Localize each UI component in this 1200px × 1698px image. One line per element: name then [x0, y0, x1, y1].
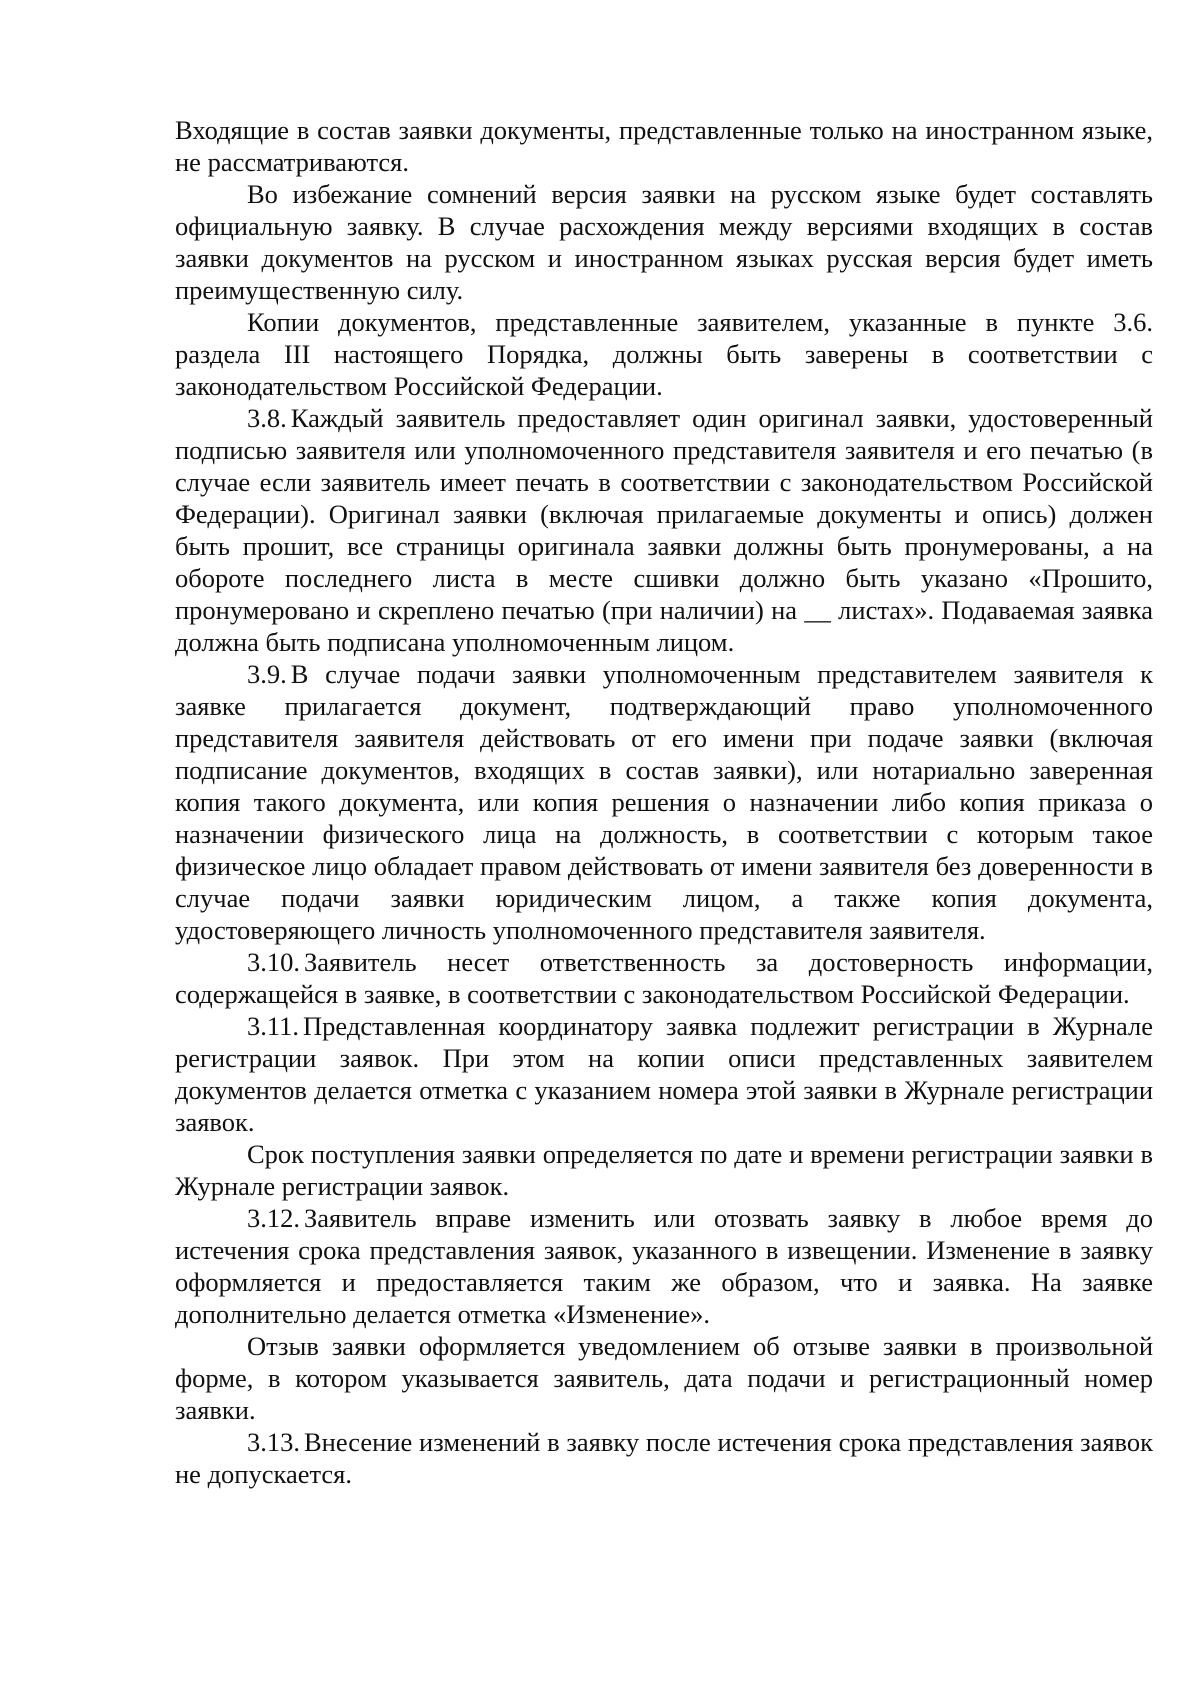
paragraph-text: Срок поступления заявки определяется по дате и времени регистрации заявки в Журнале регистрации заявок. — [175, 1139, 1153, 1201]
paragraph-3-13 — [175, 1426, 1153, 1490]
paragraph-3-11 — [175, 1010, 1153, 1138]
paragraph-foreign-docs — [175, 114, 1153, 178]
paragraph-text: Заявитель вправе изменить или отозвать заявку в любое время до истечения срока представления заявок, указанного в извещении. Изменение в заявку оформляется и предоставляется таким же образом, что и заявка. На заявке дополнительно делается отметка «Изменение». — [175, 1203, 1153, 1329]
paragraph-russian-version — [175, 178, 1153, 306]
paragraph-text: В случае подачи заявки уполномоченным представителем заявителя к заявке прилагается документ, подтверждающий право уполномоченного представителя заявителя действовать от его имени при подаче заявки (включая подписание документов, входящих в состав заявки), или нотариально заверенная копия такого документа, или копия решения о назначении либо копия приказа о назначении физического лица на должность, в соответствии с которым такое физическое лицо обладает правом действовать от имени заявителя без доверенности в случае подачи заявки юридическим лицом, а также копия документа, удостоверяющего личность уполномоченного представителя заявителя. — [175, 659, 1153, 945]
paragraph-text: Входящие в состав заявки документы, представленные только на иностранном языке, не рассматриваются. — [175, 115, 1153, 177]
paragraph-text: Представленная координатору заявка подлежит регистрации в Журнале регистрации заявок. При этом на копии описи представленных заявителем документов делается отметка с указанием номера этой заявки в Журнале регистрации заявок. — [175, 1011, 1153, 1137]
clause-number: 3.12. — [247, 1203, 300, 1233]
paragraph-3-9 — [175, 658, 1153, 946]
clause-number: 3.10. — [247, 947, 300, 977]
paragraph-withdrawal — [175, 1330, 1153, 1426]
paragraph-copies — [175, 306, 1153, 402]
paragraph-3-10 — [175, 946, 1153, 1010]
clause-number: 3.8. — [247, 403, 287, 433]
paragraph-text: Отзыв заявки оформляется уведомлением об отзыве заявки в произвольной форме, в котором указывается заявитель, дата подачи и регистрационный номер заявки. — [175, 1331, 1153, 1425]
paragraph-text: Во избежание сомнений версия заявки на русском языке будет составлять официальную заявку. В случае расхождения между версиями входящих в состав заявки документов на русском и иностранном языках русская версия будет иметь преимущественную силу. — [175, 179, 1153, 305]
paragraph-3-8 — [175, 402, 1153, 658]
document-page — [175, 114, 1153, 1490]
paragraph-3-12 — [175, 1202, 1153, 1330]
paragraph-deadline — [175, 1138, 1153, 1202]
paragraph-text: Заявитель несет ответственность за достоверность информации, содержащейся в заявке, в соответствии с законодательством Российской Федерации. — [175, 947, 1153, 1009]
clause-number: 3.13. — [247, 1427, 300, 1457]
paragraph-text: Каждый заявитель предоставляет один оригинал заявки, удостоверенный подписью заявителя или уполномоченного представителя заявителя и его печатью (в случае если заявитель имеет печать в соответствии с законодательством Российской Федерации). Оригинал заявки (включая прилагаемые документы и опись) должен быть прошит, все страницы оригинала заявки должны быть пронумерованы, а на обороте последнего листа в месте сшивки должно быть указано «Прошито, пронумеровано и скреплено печатью (при наличии) на __ листах». Подаваемая заявка должна быть подписана уполномоченным лицом. — [175, 403, 1153, 657]
paragraph-text: Копии документов, представленные заявителем, указанные в пункте 3.6. раздела III настоящего Порядка, должны быть заверены в соответствии с законодательством Российской Федерации. — [175, 307, 1153, 401]
paragraph-text: Внесение изменений в заявку после истечения срока представления заявок не допускается. — [175, 1427, 1153, 1489]
clause-number: 3.9. — [247, 659, 287, 689]
clause-number: 3.11. — [247, 1011, 300, 1041]
